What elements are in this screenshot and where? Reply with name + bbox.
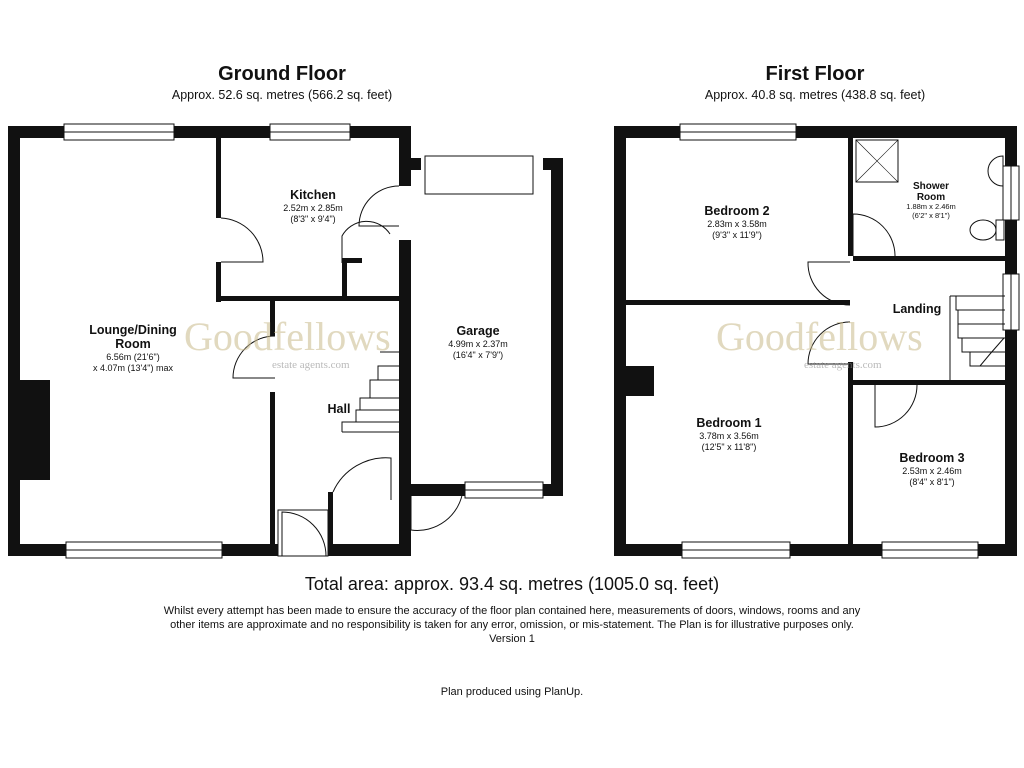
bedroom2-dim-2: (9'3" x 11'9")	[712, 230, 762, 240]
door-swing	[853, 214, 895, 256]
wall	[848, 138, 853, 256]
svg-text:estate agents.com: estate agents.com	[804, 359, 882, 371]
bedroom1-dim-1: 3.78m x 3.56m	[699, 431, 759, 441]
lounge-dim-1: 6.56m (21'6")	[106, 352, 160, 362]
total-area: Total area: approx. 93.4 sq. metres (1005.0 sq. feet)	[304, 574, 720, 594]
chimney-breast	[20, 380, 50, 480]
wall	[399, 126, 411, 186]
wall	[342, 258, 362, 263]
svg-text:Goodfellows: Goodfellows	[716, 314, 923, 359]
door-swing	[333, 458, 391, 500]
lounge-name-1: Lounge/Dining	[89, 323, 177, 337]
door-swing	[808, 262, 850, 305]
door-swing	[359, 186, 399, 226]
bedroom3-name: Bedroom 3	[899, 451, 965, 465]
wall	[543, 484, 563, 496]
producer-credit: Plan produced using PlanUp.	[440, 686, 584, 698]
lounge-dim-2: x 4.07m (13'4") max	[93, 363, 173, 373]
wall	[8, 126, 20, 556]
kitchen-dim-1: 2.52m x 2.85m	[283, 203, 343, 213]
toilet	[970, 220, 996, 240]
kitchen-name: Kitchen	[290, 188, 336, 202]
wall	[853, 256, 1005, 261]
landing-name: Landing	[892, 302, 942, 316]
wall	[848, 362, 853, 544]
bedroom3-dim-1: 2.53m x 2.46m	[902, 466, 962, 476]
wall	[328, 544, 411, 556]
ground-floor-title: Ground Floor	[218, 63, 346, 85]
wall	[853, 380, 1005, 385]
bedroom1-name: Bedroom 1	[696, 416, 762, 430]
first-floor-area: Approx. 40.8 sq. metres (438.8 sq. feet)	[704, 88, 926, 102]
garage-name: Garage	[456, 324, 500, 338]
wall	[216, 296, 399, 301]
door-swing	[221, 218, 263, 262]
wall	[411, 484, 465, 496]
bedroom3-dim-2: (8'4" x 8'1")	[909, 477, 955, 487]
bedroom2-name: Bedroom 2	[704, 204, 770, 218]
wall	[626, 300, 850, 305]
garage-dim-1: 4.99m x 2.37m	[448, 339, 508, 349]
wall	[399, 490, 411, 556]
svg-text:estate agents.com: estate agents.com	[272, 359, 350, 371]
basin	[988, 156, 1003, 186]
shower-dim-2: (6'2" x 8'1")	[912, 211, 950, 220]
stairs	[950, 296, 1005, 380]
door-swing	[411, 490, 463, 530]
wall	[328, 492, 333, 544]
wall	[216, 138, 221, 218]
wall	[399, 240, 411, 490]
watermark-first	[716, 314, 923, 371]
bedroom2-dim-1: 2.83m x 3.58m	[707, 219, 767, 229]
kitchen-dim-2: (8'3" x 9'4")	[290, 214, 336, 224]
shower-name-1: Shower	[912, 181, 950, 192]
wall	[551, 158, 563, 496]
lounge-name-2: Room	[115, 337, 151, 351]
shower-dim-1: 1.88m x 2.46m	[906, 202, 956, 211]
hall-name: Hall	[327, 402, 351, 416]
door-swing	[875, 385, 917, 427]
stairs	[342, 352, 399, 432]
shower-name-2: Room	[916, 192, 946, 203]
wall	[614, 126, 1017, 138]
ground-floor-area: Approx. 52.6 sq. metres (566.2 sq. feet)	[171, 88, 393, 102]
first-floor-title: First Floor	[765, 63, 865, 85]
svg-text:Goodfellows: Goodfellows	[184, 314, 391, 359]
wall	[342, 258, 347, 298]
disclaimer: Whilst every attempt has been made to ensure the accuracy of the floor plan contained here, measurements of doors, windows, rooms and any other items are approximate and no responsibility is taken for any error, omission, or mis-statement. The Plan is for illustrative purposes only. Version 1	[163, 605, 861, 645]
bedroom1-dim-2: (12'5" x 11'8")	[701, 442, 757, 452]
garage-dim-2: (16'4" x 7'9")	[452, 350, 504, 360]
wall	[270, 392, 275, 544]
chimney-breast	[626, 366, 654, 396]
wall	[411, 158, 421, 170]
garage-door	[425, 156, 533, 194]
wall	[614, 126, 626, 556]
watermark-ground	[184, 314, 391, 371]
door-swing	[342, 221, 390, 263]
